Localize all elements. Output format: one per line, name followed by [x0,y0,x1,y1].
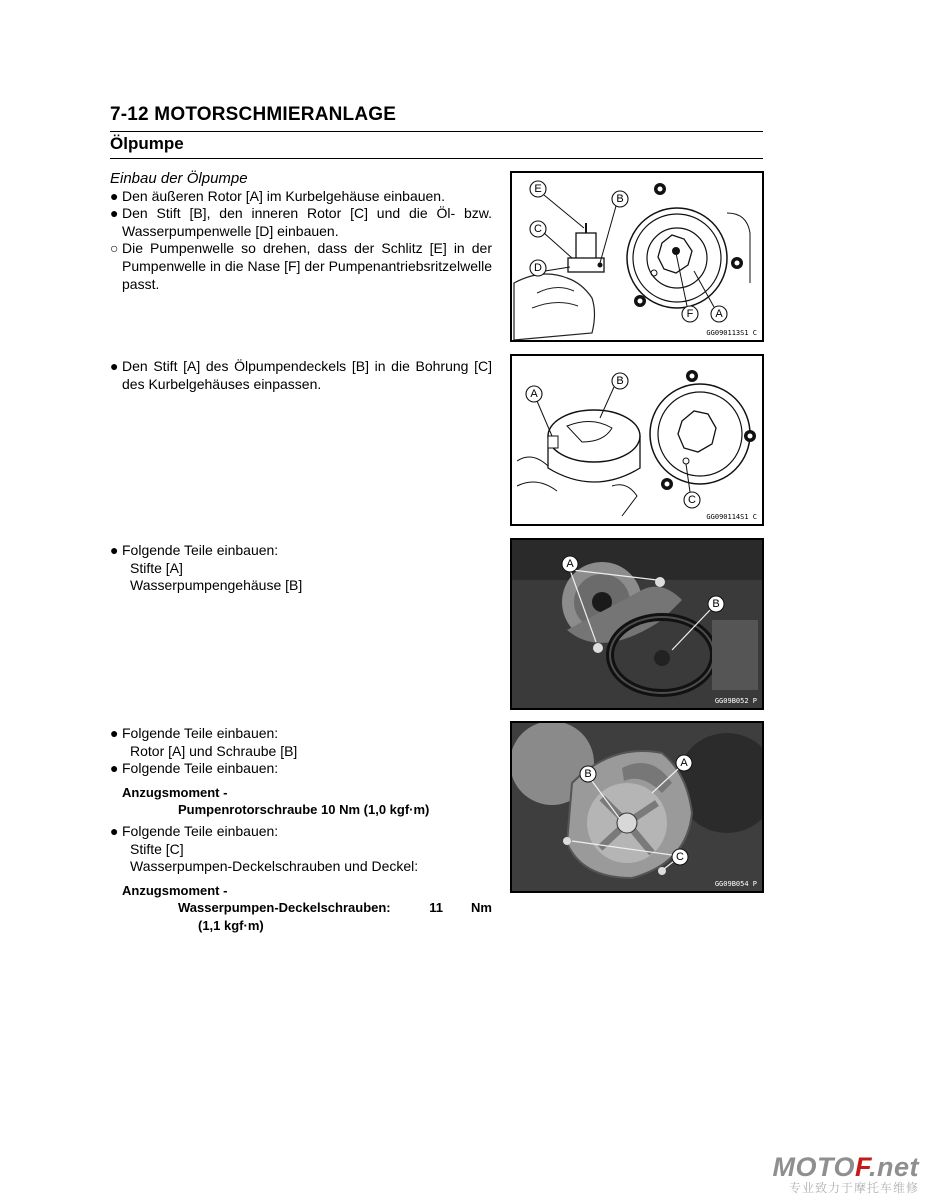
callout-label: B [712,598,720,610]
callout-label: D [534,262,542,274]
figure-water-pump-rotor-photo [510,721,764,893]
figure-code: GG090113S1 C [706,329,757,337]
torque-number: 11 [429,900,444,916]
step-item [110,725,492,743]
step-text: Die Pumpenwelle so drehen, dass der Schlitz [E] in der Pumpenwelle in die Nase [F] der Pumpenantriebsritzelwelle passt. [122,240,492,292]
bullet-mark: ● [110,358,119,374]
part-line: Wasserpumpen-Deckelschrauben und Deckel: [130,858,419,875]
callout-label: B [616,375,624,387]
torque-value: Pumpenrotorschraube 10 Nm (1,0 kgf·m) [178,802,430,818]
watermark-logo: MOTOF.net [772,1152,919,1182]
watermark [772,1152,919,1196]
bullet-mark: ● [110,725,119,741]
step-item [110,760,492,778]
torque-name: Wasserpumpen-Deckelschrauben: [178,900,391,916]
torque-label: Anzugsmoment - [122,784,228,800]
torque-alt-value: (1,1 kgf·m) [198,917,264,933]
part-line: Wasserpumpengehäuse [B] [130,577,303,594]
rotor-and-cover-steps [110,725,492,935]
section-rule [110,158,763,159]
oil-pump-install-steps [110,170,492,293]
step-text: Den Stift [B], den inneren Rotor [C] und die Öl- bzw. Wasserpumpenwelle [D] einbauen. [122,205,492,239]
callout-label: A [680,757,688,769]
step-text: Den Stift [A] des Ölpumpendeckels [B] in die Bohrung [C] des Kurbelgehäuses einpassen. [122,358,492,392]
bullet-mark: ● [110,542,119,558]
step-item [110,240,492,293]
step-item [110,205,492,240]
callout-label: E [534,183,542,195]
water-pump-housing-step [110,542,492,595]
step-text: Folgende Teile einbauen: [122,822,279,839]
step-text: Folgende Teile einbauen: [122,725,279,741]
figure-code: GG09B054 P [714,880,757,888]
torque-label: Anzugsmoment - [122,882,228,898]
part-line: Stifte [A] [130,559,183,576]
section-title: Ölpumpe [110,134,184,153]
step-item [110,823,492,841]
step-item [110,542,492,560]
callout-label: A [566,558,574,570]
figure-code: GG09B052 P [714,697,757,705]
figure-oil-pump-shaft [510,171,764,342]
bullet-mark: ● [110,822,119,839]
callout-label: A [530,388,538,400]
step-item [110,358,492,393]
oil-pump-cover-step [110,358,492,393]
bullet-mark: ● [110,187,119,204]
bullet-mark: ● [110,205,119,222]
figure-oil-pump-cover [510,354,764,526]
watermark-tagline: 专业致力于摩托车维修 [788,1181,919,1195]
step-text: Folgende Teile einbauen: [122,760,279,777]
callout-label: C [676,851,684,863]
chapter-title: 7-12 MOTORSCHMIERANLAGE [110,104,397,125]
callout-label: B [616,193,624,205]
step-item [110,188,492,206]
callout-label: B [584,768,592,780]
header-rule [110,131,763,132]
step-text: Den äußeren Rotor [A] im Kurbelgehäuse einbauen. [122,187,445,204]
figure-code: GG090114S1 C [706,513,757,521]
callout-label: C [688,494,696,506]
figure-water-pump-housing-photo [510,538,764,710]
callout-label: A [715,308,723,320]
note-mark: ○ [110,240,119,257]
subheading: Einbau der Ölpumpe [110,170,248,187]
part-line: Stifte [C] [130,840,184,857]
part-line: Rotor [A] und Schraube [B] [130,742,298,759]
torque-unit: Nm [471,900,492,916]
step-text: Folgende Teile einbauen: [122,542,279,558]
callout-label: C [534,223,542,235]
bullet-mark: ● [110,760,119,777]
torque-value-row [110,899,492,917]
callout-label: F [686,308,694,320]
